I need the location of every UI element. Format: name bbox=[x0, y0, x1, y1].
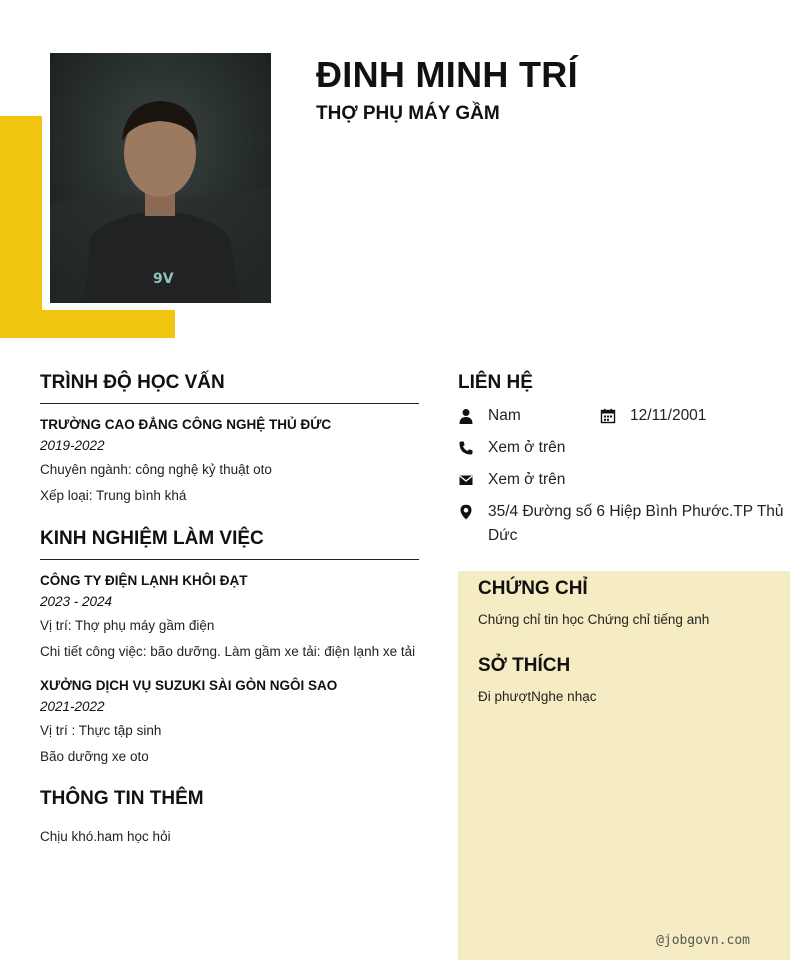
experience-position: Vị trí: Thợ phụ máy gầm điện bbox=[40, 618, 215, 633]
school-name: TRƯỜNG CAO ĐẲNG CÔNG NGHỆ THỦ ĐỨC bbox=[40, 417, 332, 432]
company-name: CÔNG TY ĐIỆN LẠNH KHÔI ĐẠT bbox=[40, 573, 248, 588]
person-icon bbox=[458, 404, 488, 428]
education-title: TRÌNH ĐỘ HỌC VẤN bbox=[40, 372, 419, 404]
profile-photo bbox=[50, 53, 271, 303]
experience-details: Chi tiết công việc: bão dưỡng. Làm gầm xe tải: điện lạnh xe tải bbox=[40, 644, 416, 659]
experience-section bbox=[40, 528, 419, 770]
company-name: XƯỞNG DỊCH VỤ SUZUKI SÀI GÒN NGÔI SAO bbox=[40, 678, 338, 693]
address-value: 35/4 Đường số 6 Hiệp Bình Phước.TP Thủ Dức bbox=[488, 503, 784, 544]
gender-value: Nam bbox=[488, 407, 521, 424]
extra-info-title: THÔNG TIN THÊM bbox=[40, 788, 204, 809]
experience-period: 2021-2022 bbox=[40, 699, 105, 714]
calendar-icon bbox=[600, 404, 630, 428]
phone-value: Xem ở trên bbox=[488, 439, 566, 456]
education-section bbox=[40, 372, 419, 509]
certificates-section bbox=[478, 575, 770, 630]
experience-period: 2023 - 2024 bbox=[40, 594, 113, 609]
left-column bbox=[40, 372, 419, 850]
education-grade: Xếp loại: Trung bình khá bbox=[40, 488, 187, 503]
side-panel bbox=[458, 571, 790, 960]
experience-position: Vị trí : Thực tập sinh bbox=[40, 723, 162, 738]
experience-entry bbox=[40, 677, 419, 770]
watermark: @jobgovn.com bbox=[656, 933, 750, 948]
shirt-logo-text: 9V bbox=[153, 271, 174, 287]
extra-info-section bbox=[40, 788, 419, 850]
phone-icon bbox=[458, 436, 488, 460]
candidate-job-title: THỢ PHỤ MÁY GẦM bbox=[316, 103, 500, 124]
experience-details: Bão dưỡng xe oto bbox=[40, 749, 149, 764]
hobbies-text: Đi phượtNghe nhạc bbox=[478, 689, 597, 704]
accent-bar-vertical bbox=[0, 116, 42, 338]
contact-section bbox=[458, 372, 790, 556]
contact-row-email bbox=[458, 468, 790, 492]
certificates-text: Chứng chỉ tin học Chứng chỉ tiếng anh bbox=[478, 612, 710, 627]
hobbies-title: SỞ THÍCH bbox=[478, 655, 571, 676]
accent-bar-horizontal bbox=[0, 310, 175, 338]
candidate-name: ĐINH MINH TRÍ bbox=[316, 54, 578, 95]
birthday-value: 12/11/2001 bbox=[630, 407, 707, 424]
education-period: 2019-2022 bbox=[40, 438, 105, 453]
extra-info-text: Chịu khó.ham học hỏi bbox=[40, 829, 171, 844]
experience-title: KINH NGHIỆM LÀM VIỆC bbox=[40, 528, 419, 560]
education-major: Chuyên ngành: công nghệ kỷ thuật oto bbox=[40, 462, 272, 477]
contact-row-phone bbox=[458, 436, 790, 460]
email-value: Xem ở trên bbox=[488, 471, 566, 488]
envelope-icon bbox=[458, 468, 488, 492]
contact-row-gender-birthday bbox=[458, 404, 790, 428]
certificates-title: CHỨNG CHỈ bbox=[478, 578, 588, 599]
experience-entry bbox=[40, 572, 419, 665]
location-pin-icon bbox=[458, 500, 488, 524]
contact-title: LIÊN HỆ bbox=[458, 372, 533, 393]
education-entry bbox=[40, 416, 419, 509]
contact-row-address bbox=[458, 500, 790, 548]
hobbies-section bbox=[478, 652, 770, 707]
